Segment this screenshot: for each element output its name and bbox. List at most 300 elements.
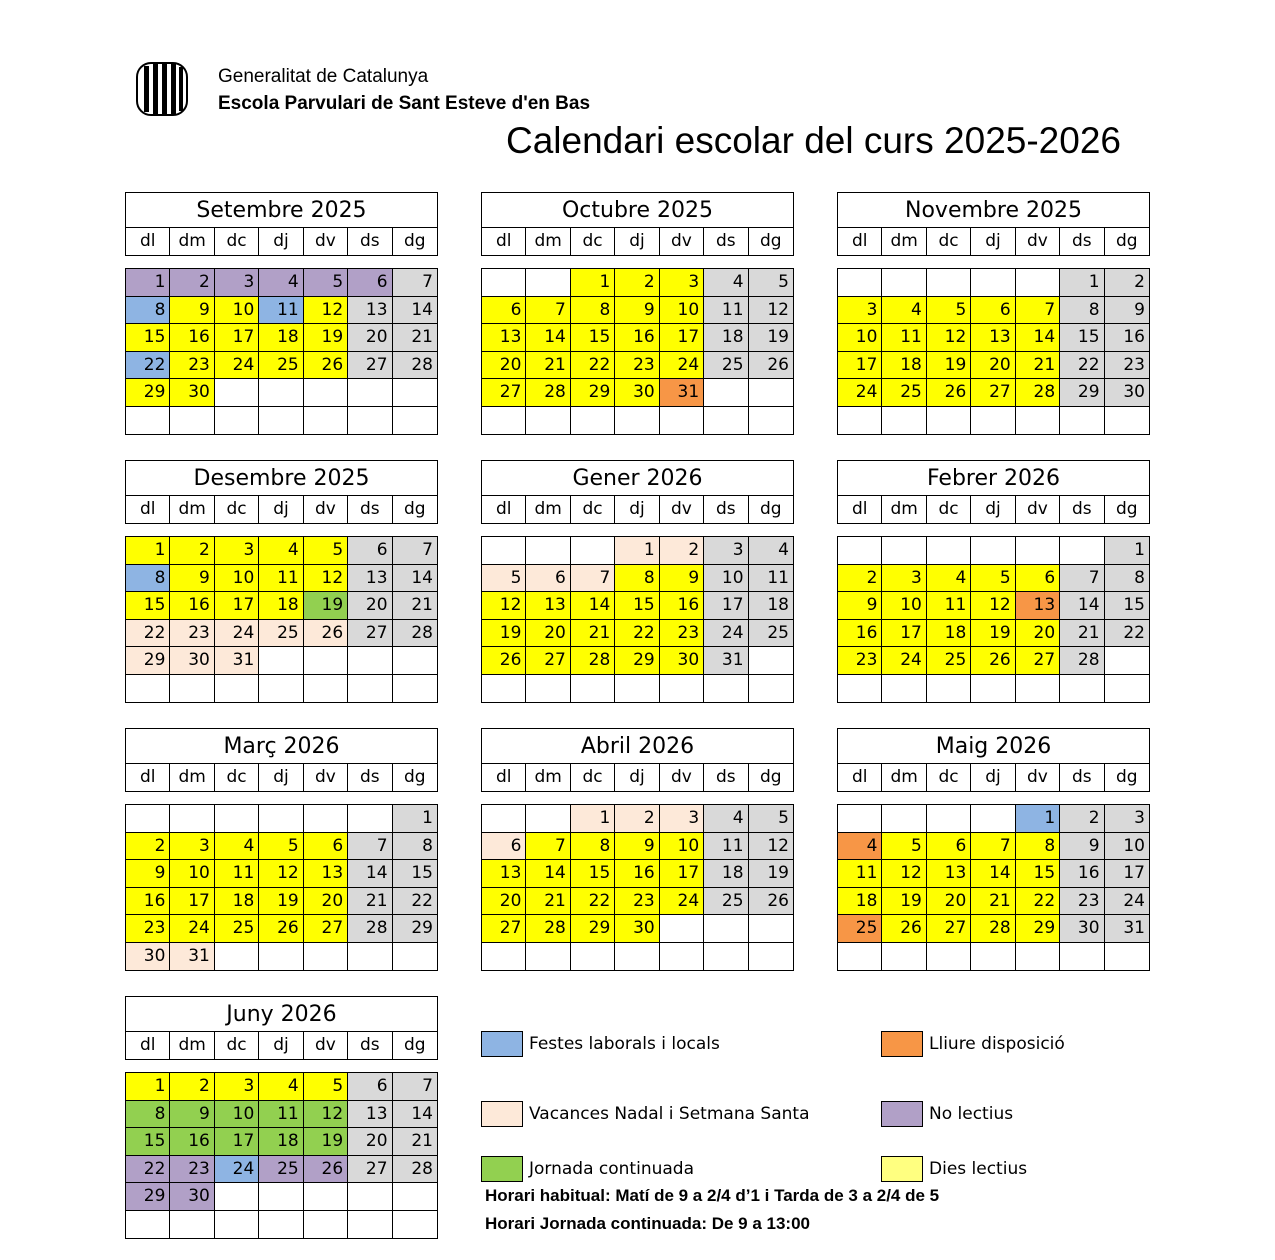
day-cell: 28 xyxy=(393,352,437,380)
day-cell: 10 xyxy=(660,833,704,861)
day-cell: 26 xyxy=(971,647,1015,675)
day-cell: 26 xyxy=(927,379,971,407)
day-cell: 10 xyxy=(704,565,748,593)
empty-cell xyxy=(571,407,615,435)
weekday-label: dj xyxy=(615,496,659,523)
empty-cell xyxy=(215,379,259,407)
day-cell: 16 xyxy=(1105,324,1149,352)
weekday-label: ds xyxy=(1060,764,1104,791)
empty-cell xyxy=(526,805,570,833)
legend-swatch xyxy=(481,1156,523,1182)
weekday-label: dc xyxy=(927,228,971,255)
day-cell: 14 xyxy=(393,565,437,593)
day-cell: 9 xyxy=(615,833,659,861)
day-cell: 17 xyxy=(1105,860,1149,888)
day-cell: 12 xyxy=(971,592,1015,620)
empty-cell xyxy=(170,407,214,435)
day-cell: 4 xyxy=(704,269,748,297)
weekday-row xyxy=(482,228,793,255)
empty-cell xyxy=(704,407,748,435)
day-cell: 14 xyxy=(348,860,392,888)
empty-cell xyxy=(304,407,348,435)
weekday-label: dg xyxy=(403,767,426,787)
day-cell: 28 xyxy=(971,915,1015,943)
empty-cell xyxy=(882,537,926,565)
day-cell: 2 xyxy=(615,805,659,833)
day-cell: 4 xyxy=(215,833,259,861)
empty-cell xyxy=(393,675,437,703)
empty-cell xyxy=(259,647,303,675)
day-cell: 12 xyxy=(304,565,348,593)
day-cell: 26 xyxy=(304,620,348,648)
empty-cell xyxy=(215,943,259,971)
day-cell: 9 xyxy=(838,592,882,620)
day-cell: 8 xyxy=(1105,565,1149,593)
weekday-label: dj xyxy=(259,764,303,791)
weekday-label: dg xyxy=(759,767,782,787)
day-grid xyxy=(481,268,794,435)
weekday-label: dl xyxy=(482,764,526,791)
day-cell: 30 xyxy=(1060,915,1104,943)
weekday-label: dj xyxy=(259,228,303,255)
day-cell: 28 xyxy=(1016,379,1060,407)
day-cell: 6 xyxy=(304,833,348,861)
day-cell: 5 xyxy=(927,297,971,325)
day-cell: 20 xyxy=(348,1128,392,1156)
day-cell: 26 xyxy=(259,915,303,943)
day-cell: 15 xyxy=(615,592,659,620)
day-cell: 27 xyxy=(971,379,1015,407)
weekday-label: dc xyxy=(215,764,259,791)
day-cell: 5 xyxy=(971,565,1015,593)
day-cell: 25 xyxy=(259,620,303,648)
day-cell: 23 xyxy=(1105,352,1149,380)
empty-cell xyxy=(348,943,392,971)
day-cell: 29 xyxy=(615,647,659,675)
day-cell: 2 xyxy=(126,833,170,861)
day-cell: 29 xyxy=(571,915,615,943)
month-header xyxy=(481,728,794,792)
day-cell: 27 xyxy=(304,915,348,943)
empty-cell xyxy=(660,675,704,703)
empty-cell xyxy=(526,407,570,435)
empty-cell xyxy=(1060,537,1104,565)
empty-cell xyxy=(927,407,971,435)
empty-cell xyxy=(348,805,392,833)
day-cell: 14 xyxy=(393,1101,437,1129)
empty-cell xyxy=(348,379,392,407)
day-cell: 25 xyxy=(259,1156,303,1184)
day-cell: 10 xyxy=(215,565,259,593)
day-cell: 13 xyxy=(526,592,570,620)
empty-cell xyxy=(882,805,926,833)
weekday-row xyxy=(482,496,793,523)
day-cell: 28 xyxy=(393,1156,437,1184)
weekday-label: dg xyxy=(403,231,426,251)
empty-cell xyxy=(660,915,704,943)
day-cell: 9 xyxy=(1060,833,1104,861)
day-cell: 11 xyxy=(704,297,748,325)
empty-cell xyxy=(749,943,793,971)
weekday-label: dg xyxy=(403,1035,426,1055)
day-cell: 9 xyxy=(126,860,170,888)
empty-cell xyxy=(927,943,971,971)
day-cell: 22 xyxy=(571,352,615,380)
day-cell: 16 xyxy=(170,1128,214,1156)
legend-swatch xyxy=(481,1101,523,1127)
empty-cell xyxy=(393,1183,437,1211)
day-cell: 22 xyxy=(126,352,170,380)
weekday-row xyxy=(126,764,437,791)
day-cell: 9 xyxy=(170,565,214,593)
day-cell: 28 xyxy=(393,620,437,648)
day-cell: 9 xyxy=(1105,297,1149,325)
weekday-label: dl xyxy=(838,228,882,255)
empty-cell xyxy=(259,407,303,435)
day-cell: 15 xyxy=(126,1128,170,1156)
day-cell: 3 xyxy=(838,297,882,325)
empty-cell xyxy=(571,537,615,565)
day-cell: 30 xyxy=(615,915,659,943)
weekday-label: dm xyxy=(170,496,214,523)
day-cell: 21 xyxy=(526,888,570,916)
day-cell: 16 xyxy=(1060,860,1104,888)
empty-cell xyxy=(259,1211,303,1239)
day-cell: 23 xyxy=(615,352,659,380)
empty-cell xyxy=(971,675,1015,703)
legend-swatch xyxy=(881,1156,923,1182)
weekday-label: dc xyxy=(571,764,615,791)
empty-cell xyxy=(482,675,526,703)
day-cell: 8 xyxy=(126,565,170,593)
day-cell: 1 xyxy=(126,537,170,565)
empty-cell xyxy=(215,1183,259,1211)
day-cell: 10 xyxy=(215,297,259,325)
legend-label: No lectius xyxy=(929,1104,1014,1124)
weekday-row xyxy=(126,228,437,255)
month-header xyxy=(837,192,1150,256)
empty-cell xyxy=(126,407,170,435)
empty-cell xyxy=(749,407,793,435)
day-cell: 7 xyxy=(393,269,437,297)
day-cell: 9 xyxy=(170,297,214,325)
day-cell: 5 xyxy=(749,269,793,297)
day-cell: 17 xyxy=(215,324,259,352)
day-cell: 26 xyxy=(482,647,526,675)
day-cell: 4 xyxy=(838,833,882,861)
empty-cell xyxy=(126,675,170,703)
day-cell: 11 xyxy=(259,297,303,325)
empty-cell xyxy=(259,943,303,971)
empty-cell xyxy=(259,1183,303,1211)
legend-label: Festes laborals i locals xyxy=(529,1034,720,1054)
day-cell: 16 xyxy=(615,324,659,352)
day-cell: 3 xyxy=(882,565,926,593)
institution-name: Generalitat de Catalunya xyxy=(218,66,429,87)
empty-cell xyxy=(348,407,392,435)
weekday-label: dl xyxy=(126,764,170,791)
day-cell: 30 xyxy=(1105,379,1149,407)
day-cell: 24 xyxy=(215,1156,259,1184)
day-cell: 16 xyxy=(615,860,659,888)
day-cell: 26 xyxy=(749,888,793,916)
day-cell: 18 xyxy=(882,352,926,380)
day-cell: 30 xyxy=(170,647,214,675)
empty-cell xyxy=(526,675,570,703)
day-cell: 6 xyxy=(348,1073,392,1101)
legend-lliure-disposicio xyxy=(881,1031,1065,1057)
day-cell: 3 xyxy=(215,537,259,565)
day-cell: 16 xyxy=(660,592,704,620)
day-cell: 25 xyxy=(838,915,882,943)
empty-cell xyxy=(215,675,259,703)
day-cell: 1 xyxy=(393,805,437,833)
day-cell: 27 xyxy=(348,352,392,380)
day-cell: 18 xyxy=(927,620,971,648)
day-cell: 24 xyxy=(170,915,214,943)
day-cell: 19 xyxy=(971,620,1015,648)
day-cell: 23 xyxy=(838,647,882,675)
legend-dies-lectius xyxy=(881,1156,1027,1182)
empty-cell xyxy=(704,943,748,971)
day-cell: 27 xyxy=(348,1156,392,1184)
day-cell: 13 xyxy=(348,565,392,593)
weekday-label: dv xyxy=(1016,764,1060,791)
day-grid xyxy=(837,804,1150,971)
day-cell: 5 xyxy=(304,537,348,565)
empty-cell xyxy=(971,407,1015,435)
legend-no-lectius xyxy=(881,1101,1013,1127)
empty-cell xyxy=(971,537,1015,565)
day-cell: 24 xyxy=(215,352,259,380)
empty-cell xyxy=(304,675,348,703)
weekday-label: dl xyxy=(482,228,526,255)
day-cell: 11 xyxy=(215,860,259,888)
day-cell: 16 xyxy=(126,888,170,916)
weekday-label: dc xyxy=(215,496,259,523)
day-grid xyxy=(125,268,438,435)
weekday-label: dj xyxy=(615,764,659,791)
day-cell: 15 xyxy=(1105,592,1149,620)
day-cell: 13 xyxy=(482,860,526,888)
day-cell: 24 xyxy=(838,379,882,407)
empty-cell xyxy=(482,407,526,435)
day-cell: 15 xyxy=(1016,860,1060,888)
day-cell: 21 xyxy=(526,352,570,380)
day-cell: 15 xyxy=(571,860,615,888)
day-cell: 21 xyxy=(348,888,392,916)
weekday-label: dg xyxy=(1115,231,1138,251)
empty-cell xyxy=(1105,407,1149,435)
day-cell: 4 xyxy=(749,537,793,565)
day-cell: 20 xyxy=(927,888,971,916)
day-cell: 11 xyxy=(927,592,971,620)
day-cell: 28 xyxy=(571,647,615,675)
legend-vacances xyxy=(481,1101,809,1127)
day-grid xyxy=(837,536,1150,703)
day-cell: 3 xyxy=(215,1073,259,1101)
day-cell: 31 xyxy=(215,647,259,675)
weekday-label: dg xyxy=(1115,767,1138,787)
empty-cell xyxy=(526,537,570,565)
day-cell: 27 xyxy=(348,620,392,648)
day-cell: 24 xyxy=(660,352,704,380)
day-cell: 15 xyxy=(571,324,615,352)
day-cell: 21 xyxy=(1016,352,1060,380)
empty-cell xyxy=(482,537,526,565)
weekday-label: dl xyxy=(482,496,526,523)
day-cell: 5 xyxy=(304,269,348,297)
empty-cell xyxy=(1016,943,1060,971)
day-cell: 4 xyxy=(259,1073,303,1101)
day-cell: 27 xyxy=(1016,647,1060,675)
empty-cell xyxy=(615,675,659,703)
day-cell: 12 xyxy=(882,860,926,888)
day-cell: 10 xyxy=(215,1101,259,1129)
day-cell: 9 xyxy=(660,565,704,593)
day-cell: 2 xyxy=(170,1073,214,1101)
empty-cell xyxy=(1060,407,1104,435)
legend-festes xyxy=(481,1031,720,1057)
weekday-label: dv xyxy=(660,228,704,255)
day-cell: 1 xyxy=(1060,269,1104,297)
day-cell: 27 xyxy=(526,647,570,675)
day-cell: 12 xyxy=(482,592,526,620)
day-cell: 7 xyxy=(526,297,570,325)
weekday-label: dg xyxy=(403,499,426,519)
day-cell: 7 xyxy=(971,833,1015,861)
weekday-label: dc xyxy=(215,1032,259,1059)
weekday-label: dj xyxy=(259,1032,303,1059)
month-title: Juny 2026 xyxy=(126,997,437,1032)
day-cell: 28 xyxy=(348,915,392,943)
day-cell: 23 xyxy=(126,915,170,943)
day-cell: 6 xyxy=(482,833,526,861)
day-cell: 3 xyxy=(660,269,704,297)
month-title: Novembre 2025 xyxy=(838,193,1149,228)
day-cell: 20 xyxy=(348,324,392,352)
empty-cell xyxy=(304,379,348,407)
day-cell: 3 xyxy=(1105,805,1149,833)
day-cell: 20 xyxy=(482,888,526,916)
month-header xyxy=(125,192,438,256)
day-cell: 20 xyxy=(971,352,1015,380)
empty-cell xyxy=(482,805,526,833)
day-cell: 8 xyxy=(393,833,437,861)
day-cell: 19 xyxy=(749,860,793,888)
weekday-label: dl xyxy=(838,496,882,523)
weekday-label: ds xyxy=(704,764,748,791)
month-title: Març 2026 xyxy=(126,729,437,764)
empty-cell xyxy=(838,675,882,703)
day-cell: 15 xyxy=(393,860,437,888)
day-cell: 14 xyxy=(1016,324,1060,352)
weekday-row xyxy=(838,228,1149,255)
day-cell: 2 xyxy=(170,537,214,565)
day-cell: 4 xyxy=(882,297,926,325)
day-cell: 24 xyxy=(1105,888,1149,916)
day-cell: 10 xyxy=(170,860,214,888)
weekday-label: ds xyxy=(348,228,392,255)
day-cell: 22 xyxy=(615,620,659,648)
empty-cell xyxy=(927,537,971,565)
weekday-label: dv xyxy=(660,496,704,523)
day-cell: 5 xyxy=(259,833,303,861)
weekday-label: dl xyxy=(126,1032,170,1059)
day-cell: 26 xyxy=(304,1156,348,1184)
day-cell: 22 xyxy=(393,888,437,916)
empty-cell xyxy=(749,379,793,407)
day-cell: 22 xyxy=(126,1156,170,1184)
day-cell: 6 xyxy=(348,269,392,297)
empty-cell xyxy=(882,269,926,297)
day-cell: 16 xyxy=(838,620,882,648)
day-cell: 18 xyxy=(215,888,259,916)
day-cell: 3 xyxy=(170,833,214,861)
empty-cell xyxy=(259,675,303,703)
month-title: Gener 2026 xyxy=(482,461,793,496)
day-cell: 26 xyxy=(882,915,926,943)
day-cell: 13 xyxy=(971,324,1015,352)
month-header xyxy=(125,460,438,524)
weekday-label: dv xyxy=(304,496,348,523)
day-cell: 1 xyxy=(1016,805,1060,833)
empty-cell xyxy=(215,407,259,435)
day-cell: 23 xyxy=(660,620,704,648)
day-cell: 19 xyxy=(882,888,926,916)
day-cell: 4 xyxy=(927,565,971,593)
month-title: Febrer 2026 xyxy=(838,461,1149,496)
horari-habitual: Horari habitual: Matí de 9 a 2/4 d’1 i Tarda de 3 a 2/4 de 5 xyxy=(485,1186,940,1205)
day-cell: 22 xyxy=(1105,620,1149,648)
empty-cell xyxy=(571,943,615,971)
day-cell: 17 xyxy=(660,324,704,352)
empty-cell xyxy=(393,407,437,435)
empty-cell xyxy=(393,1211,437,1239)
day-cell: 22 xyxy=(126,620,170,648)
empty-cell xyxy=(749,647,793,675)
day-cell: 6 xyxy=(1016,565,1060,593)
generalitat-logo xyxy=(136,62,188,116)
day-cell: 24 xyxy=(704,620,748,648)
day-cell: 17 xyxy=(660,860,704,888)
day-cell: 25 xyxy=(927,647,971,675)
empty-cell xyxy=(615,407,659,435)
day-cell: 13 xyxy=(1016,592,1060,620)
weekday-label: dm xyxy=(882,764,926,791)
day-cell: 6 xyxy=(927,833,971,861)
weekday-label: dj xyxy=(615,228,659,255)
day-cell: 6 xyxy=(526,565,570,593)
day-cell: 2 xyxy=(615,269,659,297)
day-cell: 27 xyxy=(482,915,526,943)
day-grid xyxy=(125,804,438,971)
day-cell: 19 xyxy=(482,620,526,648)
day-cell: 17 xyxy=(215,1128,259,1156)
day-cell: 15 xyxy=(126,324,170,352)
empty-cell xyxy=(838,805,882,833)
day-cell: 26 xyxy=(304,352,348,380)
day-cell: 11 xyxy=(704,833,748,861)
day-cell: 7 xyxy=(393,1073,437,1101)
weekday-label: dl xyxy=(126,228,170,255)
day-cell: 25 xyxy=(259,352,303,380)
weekday-label: dv xyxy=(304,228,348,255)
day-cell: 17 xyxy=(838,352,882,380)
weekday-label: ds xyxy=(348,1032,392,1059)
day-cell: 10 xyxy=(838,324,882,352)
day-cell: 21 xyxy=(393,324,437,352)
